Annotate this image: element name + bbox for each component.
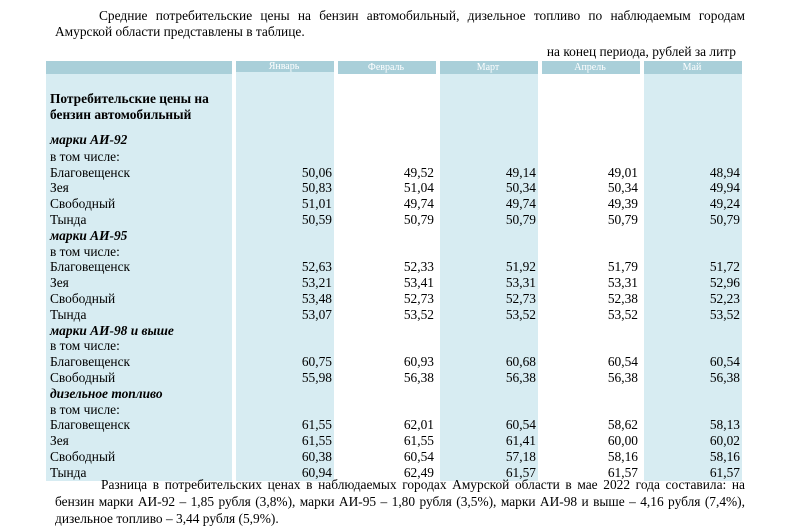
city-label: Зея [46,433,232,449]
price-cell: 52,23 [644,291,742,307]
price-cell: 60,02 [644,433,742,449]
price-cell: 50,79 [338,212,436,228]
price-cell: 49,74 [338,196,436,212]
city-label: Благовещенск [46,259,232,275]
price-cell [440,149,538,165]
table-header-row [46,61,742,74]
price-cell: 55,98 [236,370,334,386]
price-cell [644,149,742,165]
price-cell: 52,73 [338,291,436,307]
price-cell: 53,52 [440,307,538,323]
price-cell: 49,24 [644,196,742,212]
header-blank [46,61,232,74]
city-label: Свободный [46,196,232,212]
subheading-row [46,402,742,418]
price-cell: 50,34 [542,180,640,196]
price-cell [440,386,538,402]
price-cell: 50,34 [440,180,538,196]
month-header: Апрель [542,61,640,74]
price-cell: 62,49 [338,465,436,481]
price-cell: 50,83 [236,180,334,196]
intro-paragraph: Средние потребительские цены на бензин автомобильный, дизельное топливо по наблюдаемым городам Амурской области представлены в таблице. [55,8,745,39]
price-cell: 61,55 [338,433,436,449]
price-cell [338,228,436,244]
city-label: Тында [46,212,232,228]
price-cell [644,323,742,339]
price-cell [644,244,742,260]
city-label: Тында [46,465,232,481]
price-cell [542,402,640,418]
city-label: Благовещенск [46,354,232,370]
price-cell: 60,68 [440,354,538,370]
city-label: Свободный [46,370,232,386]
price-cell: 53,52 [644,307,742,323]
subheading-label: в том числе: [46,402,232,418]
price-cell: 53,41 [338,275,436,291]
price-cell: 53,31 [542,275,640,291]
city-label: Благовещенск [46,417,232,433]
price-cell: 52,73 [440,291,538,307]
price-cell: 61,41 [440,433,538,449]
price-cell: 56,38 [338,370,436,386]
price-cell [338,338,436,354]
price-cell: 60,94 [236,465,334,481]
price-cell [440,402,538,418]
table-row [46,433,742,449]
price-cell: 51,04 [338,180,436,196]
price-cell: 49,14 [440,165,538,181]
subheading-row [46,244,742,260]
price-cell: 58,62 [542,417,640,433]
table-row [46,212,742,228]
section-row [46,386,742,402]
price-cell: 60,00 [542,433,640,449]
price-cell: 61,55 [236,417,334,433]
city-label: Тында [46,307,232,323]
city-label: Благовещенск [46,165,232,181]
price-cell [542,244,640,260]
price-cell [440,323,538,339]
price-cell [440,338,538,354]
price-cell [644,132,742,149]
price-cell: 51,79 [542,259,640,275]
units-note: на конец периода, рублей за литр [546,44,736,59]
price-cell: 52,96 [644,275,742,291]
section-label: марки АИ-95 [46,228,232,244]
price-cell: 49,74 [440,196,538,212]
price-cell: 56,38 [542,370,640,386]
subheading-label: в том числе: [46,149,232,165]
city-label: Свободный [46,291,232,307]
table-row [46,259,742,275]
price-cell: 49,01 [542,165,640,181]
price-cell: 52,33 [338,259,436,275]
section-label: марки АИ-92 [46,132,232,149]
price-cell [338,323,436,339]
price-cell: 51,01 [236,196,334,212]
price-cell: 50,59 [236,212,334,228]
price-cell [236,386,334,402]
table-row [46,354,742,370]
price-cell: 58,13 [644,417,742,433]
month-header: Март [440,61,538,74]
month-header: Февраль [338,61,436,74]
price-cell [542,228,640,244]
section-row [46,132,742,149]
price-cell [236,338,334,354]
price-cell [338,149,436,165]
city-label: Свободный [46,449,232,465]
price-cell [542,323,640,339]
section-label: дизельное топливо [46,386,232,402]
price-cell: 60,54 [644,354,742,370]
price-cell: 62,01 [338,417,436,433]
price-cell [542,386,640,402]
section-row [46,228,742,244]
table-row [46,307,742,323]
price-cell: 60,54 [440,417,538,433]
price-cell: 49,52 [338,165,436,181]
price-cell [440,228,538,244]
price-cell [236,149,334,165]
city-label: Зея [46,180,232,196]
price-cell: 50,79 [440,212,538,228]
price-cell: 61,55 [236,433,334,449]
price-cell: 48,94 [644,165,742,181]
table-row [46,180,742,196]
price-cell [236,132,334,149]
price-cell: 53,48 [236,291,334,307]
price-cell: 53,52 [338,307,436,323]
price-cell [440,244,538,260]
price-cell: 56,38 [644,370,742,386]
table-row [46,291,742,307]
price-cell: 50,79 [644,212,742,228]
price-table [46,61,742,481]
price-cell: 50,79 [542,212,640,228]
price-cell: 52,63 [236,259,334,275]
table-title-row [46,74,742,132]
price-cell [338,132,436,149]
price-cell: 60,75 [236,354,334,370]
price-cell: 61,57 [542,465,640,481]
table-row [46,196,742,212]
price-cell [542,338,640,354]
price-cell [440,132,538,149]
price-cell [338,402,436,418]
subheading-row [46,338,742,354]
price-cell: 61,57 [644,465,742,481]
price-cell: 60,54 [542,354,640,370]
price-cell [236,228,334,244]
price-cell: 58,16 [644,449,742,465]
table-row [46,275,742,291]
price-cell: 57,18 [440,449,538,465]
price-cell: 53,21 [236,275,334,291]
price-cell: 50,06 [236,165,334,181]
price-cell [338,386,436,402]
price-cell [644,338,742,354]
price-cell [542,132,640,149]
price-cell: 56,38 [440,370,538,386]
price-cell: 60,54 [338,449,436,465]
price-cell [236,323,334,339]
price-cell: 58,16 [542,449,640,465]
price-cell [236,244,334,260]
price-cell [338,244,436,260]
table-title: Потребительские цены на бензин автомобильный [46,74,232,132]
subheading-label: в том числе: [46,244,232,260]
price-cell: 51,72 [644,259,742,275]
table-row [46,449,742,465]
price-cell: 51,92 [440,259,538,275]
price-cell: 53,07 [236,307,334,323]
subheading-label: в том числе: [46,338,232,354]
month-header: Май [644,61,742,74]
price-cell: 61,57 [440,465,538,481]
price-cell [644,228,742,244]
price-cell: 53,52 [542,307,640,323]
price-cell: 60,38 [236,449,334,465]
price-cell: 53,31 [440,275,538,291]
section-label: марки АИ-98 и выше [46,323,232,339]
price-cell: 49,94 [644,180,742,196]
table-row [46,165,742,181]
section-row [46,323,742,339]
table-row [46,417,742,433]
table-row [46,370,742,386]
price-cell [644,402,742,418]
month-header: Январь [236,61,334,74]
city-label: Зея [46,275,232,291]
price-cell [542,149,640,165]
price-cell [644,386,742,402]
price-cell [236,402,334,418]
summary-paragraph: Разница в потребительских ценах в наблюдаемых городах Амурской области в мае 2022 года составила: на бензин марки АИ-92 – 1,85 рубля (3,8%), марки АИ-95 – 1,80 рубля (3,5%), марки АИ-98 и выше – 4,16 рубля (7,4%), дизельное топливо – 3,44 рубля (5,9%). [55,477,745,526]
price-cell: 60,93 [338,354,436,370]
price-cell: 52,38 [542,291,640,307]
price-cell: 49,39 [542,196,640,212]
subheading-row [46,149,742,165]
